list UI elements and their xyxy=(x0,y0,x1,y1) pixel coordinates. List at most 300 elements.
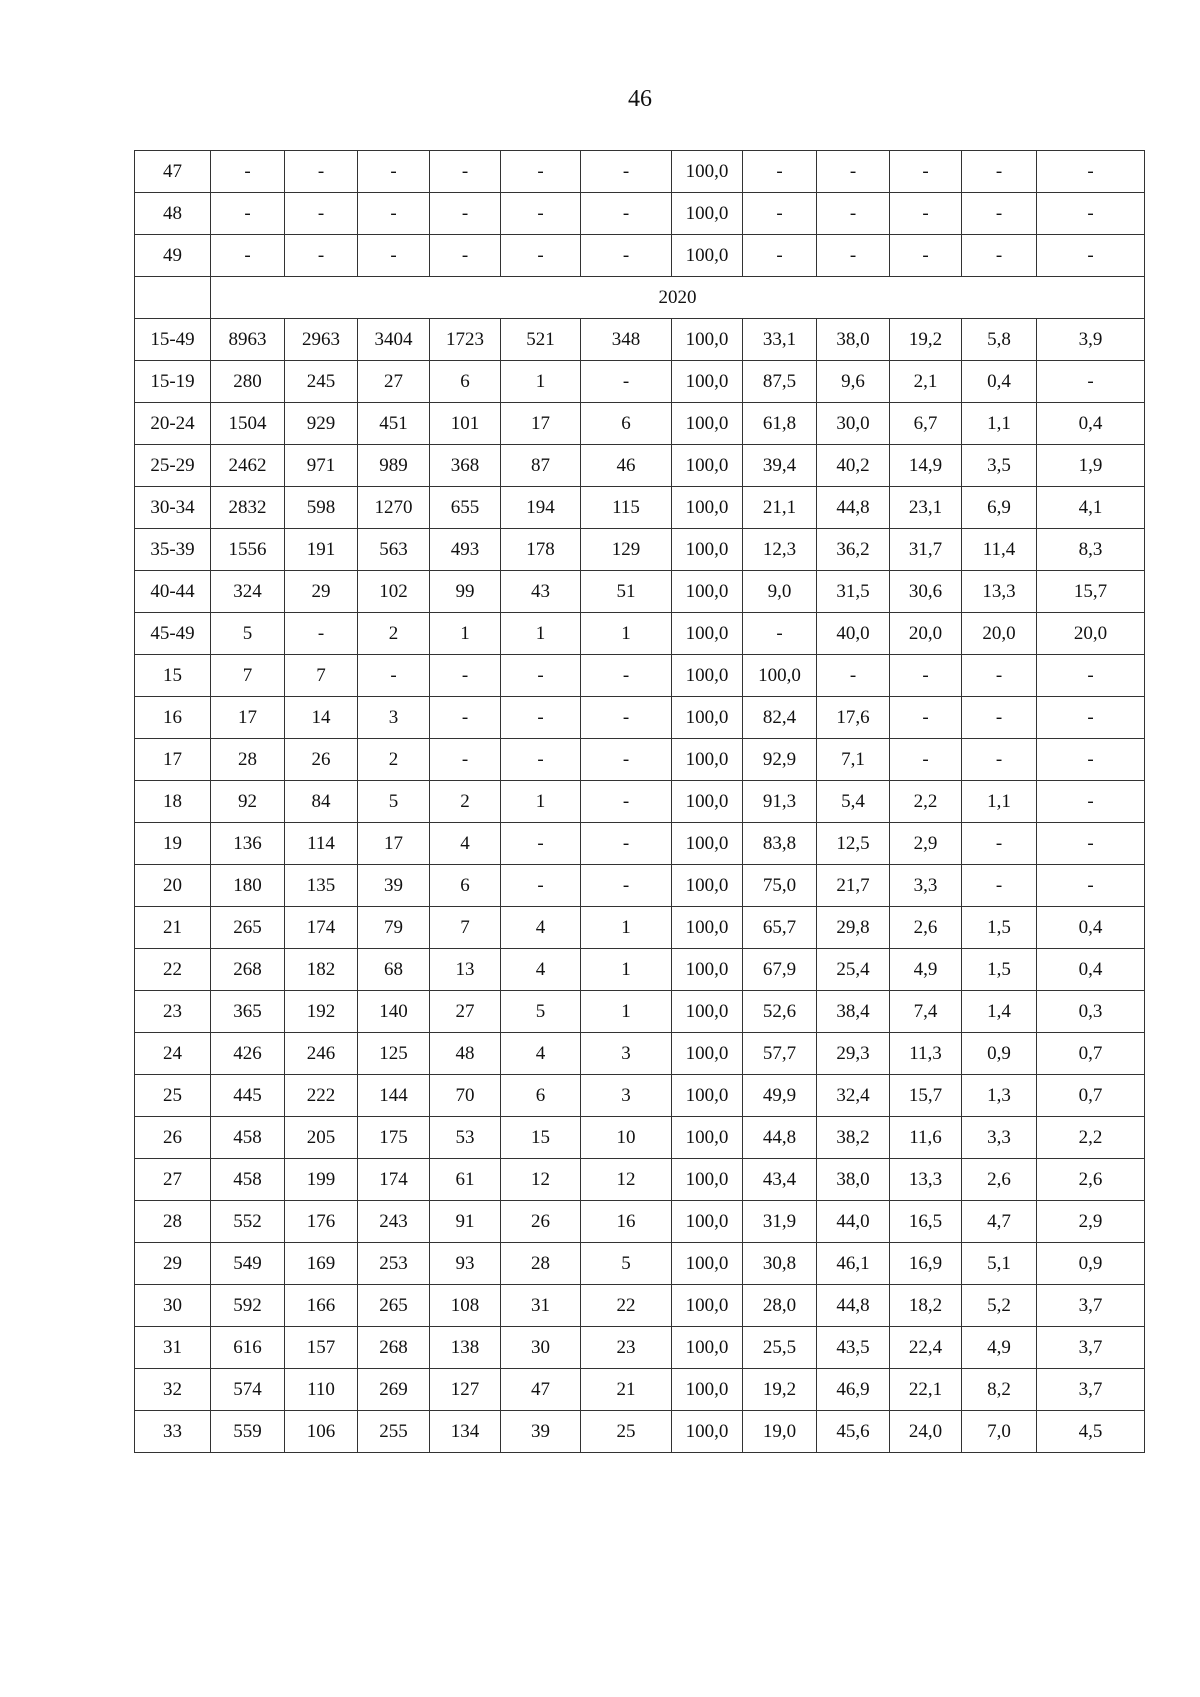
table-cell: 616 xyxy=(211,1327,285,1369)
table-cell: 38,0 xyxy=(817,1159,890,1201)
table-cell: 100,0 xyxy=(672,1075,743,1117)
table-cell: 2,6 xyxy=(890,907,962,949)
data-table xyxy=(134,150,1145,1453)
table-cell: - xyxy=(962,739,1037,781)
table-cell: 458 xyxy=(211,1117,285,1159)
table-cell: 20,0 xyxy=(890,613,962,655)
table-row xyxy=(135,151,1145,193)
table-cell: 0,4 xyxy=(1037,907,1145,949)
table-cell: 1723 xyxy=(430,319,501,361)
table-cell: 43,4 xyxy=(743,1159,817,1201)
table-cell: 83,8 xyxy=(743,823,817,865)
table-cell: - xyxy=(817,151,890,193)
row-label: 40-44 xyxy=(135,571,211,613)
table-cell: - xyxy=(962,151,1037,193)
table-cell: 19,2 xyxy=(890,319,962,361)
table-cell: 4,9 xyxy=(962,1327,1037,1369)
table-cell: 191 xyxy=(285,529,358,571)
table-cell: 2 xyxy=(430,781,501,823)
table-cell: 3 xyxy=(581,1033,672,1075)
table-cell: 44,8 xyxy=(817,487,890,529)
table-cell: 1556 xyxy=(211,529,285,571)
table-cell: 255 xyxy=(358,1411,430,1453)
table-cell: 1 xyxy=(581,907,672,949)
table-row xyxy=(135,1243,1145,1285)
table-cell: 100,0 xyxy=(672,1159,743,1201)
table-cell: 31,7 xyxy=(890,529,962,571)
table-row xyxy=(135,823,1145,865)
table-cell: 53 xyxy=(430,1117,501,1159)
table-cell: 28 xyxy=(501,1243,581,1285)
table-cell: 176 xyxy=(285,1201,358,1243)
table-cell: - xyxy=(358,235,430,277)
table-cell: - xyxy=(501,865,581,907)
table-cell: 169 xyxy=(285,1243,358,1285)
table-row xyxy=(135,487,1145,529)
table-cell: 100,0 xyxy=(672,739,743,781)
table-cell: 592 xyxy=(211,1285,285,1327)
table-cell: - xyxy=(890,655,962,697)
table-cell: 1504 xyxy=(211,403,285,445)
table-cell: 138 xyxy=(430,1327,501,1369)
table-cell: 6 xyxy=(430,361,501,403)
table-cell: 5,8 xyxy=(962,319,1037,361)
table-cell: 99 xyxy=(430,571,501,613)
table-cell: - xyxy=(211,151,285,193)
table-cell: 108 xyxy=(430,1285,501,1327)
table-cell: 5 xyxy=(581,1243,672,1285)
table-cell: 31,5 xyxy=(817,571,890,613)
table-cell: 1,5 xyxy=(962,949,1037,991)
table-cell: 14 xyxy=(285,697,358,739)
table-cell: 3,7 xyxy=(1037,1369,1145,1411)
table-cell: 989 xyxy=(358,445,430,487)
table-cell: 15 xyxy=(501,1117,581,1159)
table-cell: 192 xyxy=(285,991,358,1033)
table-cell: 6 xyxy=(430,865,501,907)
table-cell: 100,0 xyxy=(672,697,743,739)
table-row xyxy=(135,1369,1145,1411)
table-cell: 268 xyxy=(211,949,285,991)
table-cell: 265 xyxy=(358,1285,430,1327)
row-label: 27 xyxy=(135,1159,211,1201)
table-cell: 48 xyxy=(430,1033,501,1075)
table-cell: 574 xyxy=(211,1369,285,1411)
table-cell: 6,7 xyxy=(890,403,962,445)
table-cell: 43 xyxy=(501,571,581,613)
table-cell: 598 xyxy=(285,487,358,529)
table-cell: - xyxy=(743,193,817,235)
table-cell: - xyxy=(1037,235,1145,277)
table-cell: - xyxy=(285,151,358,193)
table-cell: 324 xyxy=(211,571,285,613)
table-cell: - xyxy=(285,193,358,235)
table-cell: 28 xyxy=(211,739,285,781)
table-cell: 14,9 xyxy=(890,445,962,487)
table-cell: 174 xyxy=(358,1159,430,1201)
table-cell: - xyxy=(1037,193,1145,235)
table-body xyxy=(135,151,1145,1453)
table-cell: - xyxy=(430,193,501,235)
table-cell: 1,1 xyxy=(962,781,1037,823)
table-cell: 458 xyxy=(211,1159,285,1201)
table-cell: 101 xyxy=(430,403,501,445)
table-cell: 19,2 xyxy=(743,1369,817,1411)
table-cell: 4 xyxy=(430,823,501,865)
table-cell: 1 xyxy=(581,949,672,991)
table-cell: 100,0 xyxy=(672,949,743,991)
table-cell: 253 xyxy=(358,1243,430,1285)
table-row xyxy=(135,1033,1145,1075)
table-cell: - xyxy=(430,151,501,193)
table-cell: 655 xyxy=(430,487,501,529)
table-cell: - xyxy=(430,235,501,277)
table-cell: - xyxy=(211,193,285,235)
table-cell: - xyxy=(501,235,581,277)
table-cell: 25,5 xyxy=(743,1327,817,1369)
table-cell: 268 xyxy=(358,1327,430,1369)
table-cell: 3404 xyxy=(358,319,430,361)
table-cell: 100,0 xyxy=(672,319,743,361)
table-cell: 4 xyxy=(501,949,581,991)
table-cell: - xyxy=(581,781,672,823)
table-cell: 180 xyxy=(211,865,285,907)
table-cell: 166 xyxy=(285,1285,358,1327)
table-cell: 493 xyxy=(430,529,501,571)
table-cell: 100,0 xyxy=(672,1411,743,1453)
table-cell: 971 xyxy=(285,445,358,487)
table-cell: 100,0 xyxy=(672,403,743,445)
table-cell: 92 xyxy=(211,781,285,823)
table-cell: 31 xyxy=(501,1285,581,1327)
table-cell: 65,7 xyxy=(743,907,817,949)
table-cell: 3,5 xyxy=(962,445,1037,487)
table-cell: - xyxy=(743,613,817,655)
table-cell: 10 xyxy=(581,1117,672,1159)
table-cell: 144 xyxy=(358,1075,430,1117)
table-cell: 100,0 xyxy=(672,487,743,529)
table-cell: 125 xyxy=(358,1033,430,1075)
table-cell: 100,0 xyxy=(672,445,743,487)
table-row xyxy=(135,697,1145,739)
table-cell: 100,0 xyxy=(672,529,743,571)
table-cell: 44,8 xyxy=(743,1117,817,1159)
table-cell: 8,2 xyxy=(962,1369,1037,1411)
table-cell: 31,9 xyxy=(743,1201,817,1243)
table-cell: 6 xyxy=(581,403,672,445)
table-cell: 127 xyxy=(430,1369,501,1411)
table-cell: 20,0 xyxy=(962,613,1037,655)
table-cell: 178 xyxy=(501,529,581,571)
table-cell: 26 xyxy=(501,1201,581,1243)
table-cell: 8,3 xyxy=(1037,529,1145,571)
row-label: 33 xyxy=(135,1411,211,1453)
table-cell: 100,0 xyxy=(672,655,743,697)
table-cell: 2,2 xyxy=(1037,1117,1145,1159)
table-cell: 100,0 xyxy=(672,235,743,277)
table-cell: 38,0 xyxy=(817,319,890,361)
row-label: 47 xyxy=(135,151,211,193)
row-label: 31 xyxy=(135,1327,211,1369)
table-cell: 29 xyxy=(285,571,358,613)
table-cell: 38,4 xyxy=(817,991,890,1033)
table-row xyxy=(135,1075,1145,1117)
table-row xyxy=(135,403,1145,445)
row-label: 17 xyxy=(135,739,211,781)
table-cell: 91,3 xyxy=(743,781,817,823)
table-cell: 929 xyxy=(285,403,358,445)
table-cell: - xyxy=(581,865,672,907)
table-cell: 23 xyxy=(581,1327,672,1369)
table-cell: - xyxy=(430,739,501,781)
table-cell: - xyxy=(285,235,358,277)
table-cell: 115 xyxy=(581,487,672,529)
table-cell: - xyxy=(962,823,1037,865)
table-cell: 19,0 xyxy=(743,1411,817,1453)
table-cell: 1 xyxy=(581,613,672,655)
table-cell: 46,1 xyxy=(817,1243,890,1285)
table-cell: 29,8 xyxy=(817,907,890,949)
table-cell: 552 xyxy=(211,1201,285,1243)
table-cell: - xyxy=(1037,781,1145,823)
row-label: 23 xyxy=(135,991,211,1033)
table-cell: - xyxy=(1037,361,1145,403)
table-cell: 5 xyxy=(358,781,430,823)
table-cell: 3 xyxy=(358,697,430,739)
row-label: 15 xyxy=(135,655,211,697)
table-cell: 3 xyxy=(581,1075,672,1117)
table-cell: 136 xyxy=(211,823,285,865)
table-cell: 129 xyxy=(581,529,672,571)
table-cell: 11,4 xyxy=(962,529,1037,571)
table-cell: - xyxy=(962,235,1037,277)
table-cell: 100,0 xyxy=(672,991,743,1033)
row-label: 26 xyxy=(135,1117,211,1159)
table-cell: 100,0 xyxy=(672,1243,743,1285)
table-cell: 79 xyxy=(358,907,430,949)
table-cell: 30,8 xyxy=(743,1243,817,1285)
table-cell: - xyxy=(501,697,581,739)
table-cell: 4 xyxy=(501,1033,581,1075)
table-cell: 1,5 xyxy=(962,907,1037,949)
table-cell: 84 xyxy=(285,781,358,823)
table-cell: 44,0 xyxy=(817,1201,890,1243)
row-label: 45-49 xyxy=(135,613,211,655)
table-cell: 5 xyxy=(211,613,285,655)
row-label: 18 xyxy=(135,781,211,823)
table-cell: 7,4 xyxy=(890,991,962,1033)
table-row xyxy=(135,613,1145,655)
row-label: 21 xyxy=(135,907,211,949)
table-cell: 5 xyxy=(501,991,581,1033)
row-label: 30 xyxy=(135,1285,211,1327)
table-cell: 93 xyxy=(430,1243,501,1285)
table-cell: 22,4 xyxy=(890,1327,962,1369)
table-cell: 0,7 xyxy=(1037,1033,1145,1075)
table-cell: 114 xyxy=(285,823,358,865)
table-row xyxy=(135,319,1145,361)
table-row xyxy=(135,571,1145,613)
row-label: 35-39 xyxy=(135,529,211,571)
year-header: 2020 xyxy=(211,277,1145,319)
table-cell: 82,4 xyxy=(743,697,817,739)
table-cell: 1,1 xyxy=(962,403,1037,445)
table-cell: 92,9 xyxy=(743,739,817,781)
table-cell: 1,3 xyxy=(962,1075,1037,1117)
table-cell: 549 xyxy=(211,1243,285,1285)
row-label: 25-29 xyxy=(135,445,211,487)
table-cell: 38,2 xyxy=(817,1117,890,1159)
table-cell: 21,7 xyxy=(817,865,890,907)
table-cell: 174 xyxy=(285,907,358,949)
table-cell: 106 xyxy=(285,1411,358,1453)
table-cell: 29,3 xyxy=(817,1033,890,1075)
table-cell: - xyxy=(430,697,501,739)
table-cell: 6,9 xyxy=(962,487,1037,529)
table-cell: - xyxy=(581,193,672,235)
table-cell: 2,1 xyxy=(890,361,962,403)
table-cell: 23,1 xyxy=(890,487,962,529)
table-cell: 1,4 xyxy=(962,991,1037,1033)
table-cell: 46,9 xyxy=(817,1369,890,1411)
table-row xyxy=(135,781,1145,823)
table-cell: 12 xyxy=(501,1159,581,1201)
table-cell: 199 xyxy=(285,1159,358,1201)
row-label: 19 xyxy=(135,823,211,865)
table-cell: 100,0 xyxy=(672,151,743,193)
table-cell: 2 xyxy=(358,613,430,655)
table-cell: 39,4 xyxy=(743,445,817,487)
table-cell: - xyxy=(962,655,1037,697)
table-row xyxy=(135,361,1145,403)
table-cell: 24,0 xyxy=(890,1411,962,1453)
table-row xyxy=(135,193,1145,235)
table-cell: 13,3 xyxy=(962,571,1037,613)
table-cell: 3,7 xyxy=(1037,1327,1145,1369)
table-cell: - xyxy=(743,151,817,193)
row-label: 20-24 xyxy=(135,403,211,445)
table-cell: 11,3 xyxy=(890,1033,962,1075)
row-label: 30-34 xyxy=(135,487,211,529)
table-cell: 222 xyxy=(285,1075,358,1117)
table-cell: - xyxy=(890,151,962,193)
table-cell: 52,6 xyxy=(743,991,817,1033)
table-cell: 1 xyxy=(581,991,672,1033)
table-cell: 51 xyxy=(581,571,672,613)
table-cell: 140 xyxy=(358,991,430,1033)
table-cell: - xyxy=(501,739,581,781)
table-cell: - xyxy=(581,697,672,739)
table-cell: - xyxy=(1037,739,1145,781)
table-cell: 30,0 xyxy=(817,403,890,445)
table-cell: 100,0 xyxy=(672,361,743,403)
table-cell: 13,3 xyxy=(890,1159,962,1201)
table-cell: 110 xyxy=(285,1369,358,1411)
year-row-blank-cell xyxy=(135,277,211,319)
table-cell: 426 xyxy=(211,1033,285,1075)
table-cell: 17 xyxy=(358,823,430,865)
table-cell: 269 xyxy=(358,1369,430,1411)
table-cell: 265 xyxy=(211,907,285,949)
table-cell: 100,0 xyxy=(672,865,743,907)
table-cell: 100,0 xyxy=(672,907,743,949)
table-cell: 100,0 xyxy=(743,655,817,697)
table-cell: 0,4 xyxy=(1037,949,1145,991)
table-cell: 1 xyxy=(501,613,581,655)
table-cell: 5,2 xyxy=(962,1285,1037,1327)
table-cell: 9,0 xyxy=(743,571,817,613)
table-cell: 348 xyxy=(581,319,672,361)
table-cell: 445 xyxy=(211,1075,285,1117)
table-cell: 100,0 xyxy=(672,193,743,235)
row-label: 22 xyxy=(135,949,211,991)
table-cell: 100,0 xyxy=(672,1201,743,1243)
table-cell: 15,7 xyxy=(890,1075,962,1117)
table-cell: 559 xyxy=(211,1411,285,1453)
table-cell: 100,0 xyxy=(672,1033,743,1075)
table-cell: 100,0 xyxy=(672,1285,743,1327)
row-label: 15-49 xyxy=(135,319,211,361)
table-cell: 45,6 xyxy=(817,1411,890,1453)
table-cell: 57,7 xyxy=(743,1033,817,1075)
table-cell: 194 xyxy=(501,487,581,529)
table-cell: 30,6 xyxy=(890,571,962,613)
table-cell: 246 xyxy=(285,1033,358,1075)
table-cell: 75,0 xyxy=(743,865,817,907)
table-cell: 7 xyxy=(430,907,501,949)
table-cell: 12,5 xyxy=(817,823,890,865)
table-cell: - xyxy=(890,739,962,781)
row-label: 48 xyxy=(135,193,211,235)
table-cell: 25 xyxy=(581,1411,672,1453)
table-cell: 32,4 xyxy=(817,1075,890,1117)
row-label: 25 xyxy=(135,1075,211,1117)
table-cell: - xyxy=(581,655,672,697)
table-cell: 0,3 xyxy=(1037,991,1145,1033)
table-cell: 12 xyxy=(581,1159,672,1201)
table-cell: 21,1 xyxy=(743,487,817,529)
row-label: 28 xyxy=(135,1201,211,1243)
table-cell: 6 xyxy=(501,1075,581,1117)
table-cell: 33,1 xyxy=(743,319,817,361)
table-cell: 16,5 xyxy=(890,1201,962,1243)
table-cell: 2,2 xyxy=(890,781,962,823)
table-cell: 36,2 xyxy=(817,529,890,571)
table-row xyxy=(135,529,1145,571)
table-cell: 100,0 xyxy=(672,613,743,655)
table-cell: 0,4 xyxy=(1037,403,1145,445)
table-cell: 0,7 xyxy=(1037,1075,1145,1117)
table-cell: - xyxy=(581,823,672,865)
table-cell: 2832 xyxy=(211,487,285,529)
table-cell: - xyxy=(1037,697,1145,739)
table-cell: - xyxy=(358,151,430,193)
table-cell: - xyxy=(1037,823,1145,865)
table-cell: 1 xyxy=(501,781,581,823)
table-cell: 47 xyxy=(501,1369,581,1411)
table-cell: 3,3 xyxy=(962,1117,1037,1159)
table-cell: 39 xyxy=(358,865,430,907)
table-cell: 0,9 xyxy=(1037,1243,1145,1285)
table-cell: 39 xyxy=(501,1411,581,1453)
table-row xyxy=(135,1411,1145,1453)
table-cell: 49,9 xyxy=(743,1075,817,1117)
table-cell: 21 xyxy=(581,1369,672,1411)
table-cell: 91 xyxy=(430,1201,501,1243)
table-cell: - xyxy=(817,235,890,277)
row-label: 20 xyxy=(135,865,211,907)
table-cell: 20,0 xyxy=(1037,613,1145,655)
